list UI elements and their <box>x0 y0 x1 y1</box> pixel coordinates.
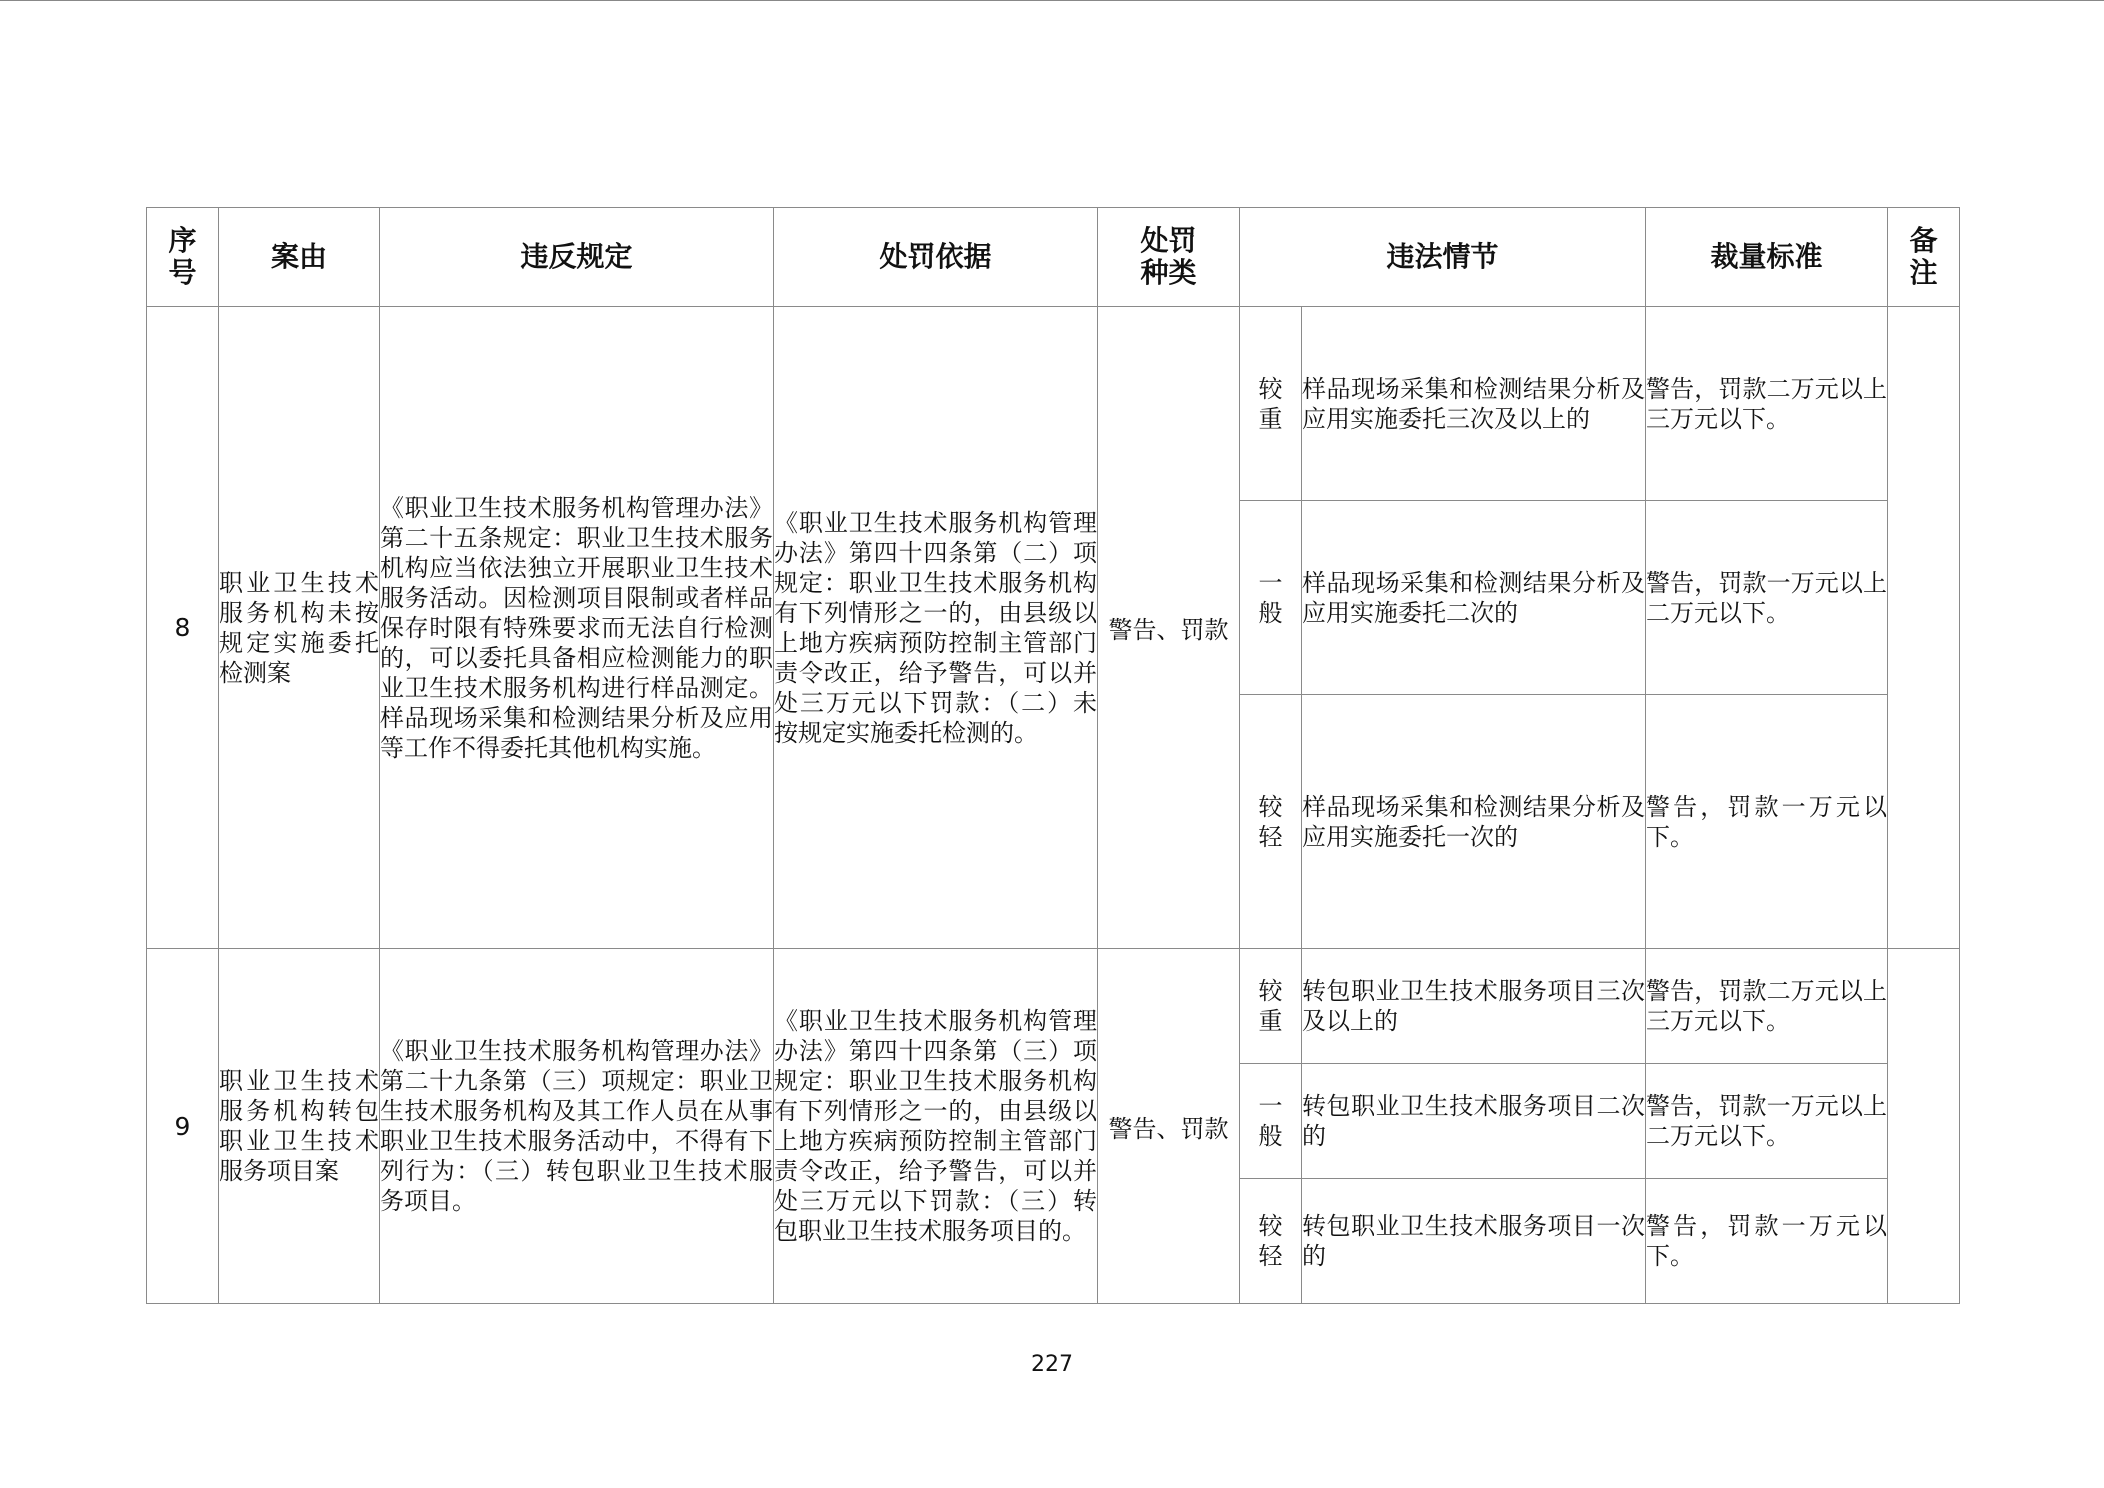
level-degree: 较重 <box>1240 949 1302 1064</box>
level-detail: 转包职业卫生技术服务项目三次及以上的 <box>1302 949 1646 1064</box>
header-circumstance: 违法情节 <box>1240 208 1646 307</box>
header-basis: 处罚依据 <box>774 208 1098 307</box>
row-case: 职业卫生技术服务机构未按规定实施委托检测案 <box>219 307 380 949</box>
row-penalty-type: 警告、罚款 <box>1098 307 1240 949</box>
row-remarks <box>1888 307 1960 949</box>
row-case: 职业卫生技术服务机构转包职业卫生技术服务项目案 <box>219 949 380 1304</box>
level-detail: 样品现场采集和检测结果分析及应用实施委托三次及以上的 <box>1302 307 1646 501</box>
header-seq: 序号 <box>147 208 219 307</box>
level-detail: 转包职业卫生技术服务项目二次的 <box>1302 1064 1646 1179</box>
level-degree: 一般 <box>1240 501 1302 695</box>
row-remarks <box>1888 949 1960 1304</box>
row-violation: 《职业卫生技术服务机构管理办法》第二十九条第（三）项规定：职业卫生技术服务机构及其工作人员在从事职业卫生技术服务活动中，不得有下列行为：（三）转包职业卫生技术服务项目。 <box>380 949 774 1304</box>
header-penalty-type: 处罚种类 <box>1098 208 1240 307</box>
row-seq: 9 <box>147 949 219 1304</box>
level-degree: 一般 <box>1240 1064 1302 1179</box>
header-case: 案由 <box>219 208 380 307</box>
row-penalty-type: 警告、罚款 <box>1098 949 1240 1304</box>
row-basis: 《职业卫生技术服务机构管理办法》第四十四条第（三）项规定：职业卫生技术服务机构有下列情形之一的，由县级以上地方疾病预防控制主管部门责令改正，给予警告，可以并处三万元以下罚款：（三）转包职业卫生技术服务项目的。 <box>774 949 1098 1304</box>
level-detail: 样品现场采集和检测结果分析及应用实施委托一次的 <box>1302 695 1646 949</box>
header-row <box>147 208 1960 307</box>
level-standard: 警告，罚款一万元以下。 <box>1646 1179 1888 1304</box>
level-degree: 较重 <box>1240 307 1302 501</box>
penalty-discretion-table <box>146 207 1960 1304</box>
level-detail: 转包职业卫生技术服务项目一次的 <box>1302 1179 1646 1304</box>
level-standard: 警告，罚款一万元以上二万元以下。 <box>1646 501 1888 695</box>
row-basis: 《职业卫生技术服务机构管理办法》第四十四条第（二）项规定：职业卫生技术服务机构有下列情形之一的，由县级以上地方疾病预防控制主管部门责令改正，给予警告，可以并处三万元以下罚款：（二）未按规定实施委托检测的。 <box>774 307 1098 949</box>
top-border-line <box>0 0 2104 1</box>
row-violation: 《职业卫生技术服务机构管理办法》第二十五条规定：职业卫生技术服务机构应当依法独立开展职业卫生技术服务活动。因检测项目限制或者样品保存时限有特殊要求而无法自行检测的，可以委托具备相应检测能力的职业卫生技术服务机构进行样品测定。样品现场采集和检测结果分析及应用等工作不得委托其他机构实施。 <box>380 307 774 949</box>
row-seq: 8 <box>147 307 219 949</box>
page-number: 227 <box>1031 1352 1073 1377</box>
level-standard: 警告，罚款二万元以上三万元以下。 <box>1646 307 1888 501</box>
level-detail: 样品现场采集和检测结果分析及应用实施委托二次的 <box>1302 501 1646 695</box>
table-row <box>147 949 1960 1064</box>
header-standard: 裁量标准 <box>1646 208 1888 307</box>
level-standard: 警告，罚款二万元以上三万元以下。 <box>1646 949 1888 1064</box>
header-remarks: 备注 <box>1888 208 1960 307</box>
level-standard: 警告，罚款一万元以下。 <box>1646 695 1888 949</box>
header-violation: 违反规定 <box>380 208 774 307</box>
level-standard: 警告，罚款一万元以上二万元以下。 <box>1646 1064 1888 1179</box>
level-degree: 较轻 <box>1240 695 1302 949</box>
table-row <box>147 307 1960 501</box>
level-degree: 较轻 <box>1240 1179 1302 1304</box>
